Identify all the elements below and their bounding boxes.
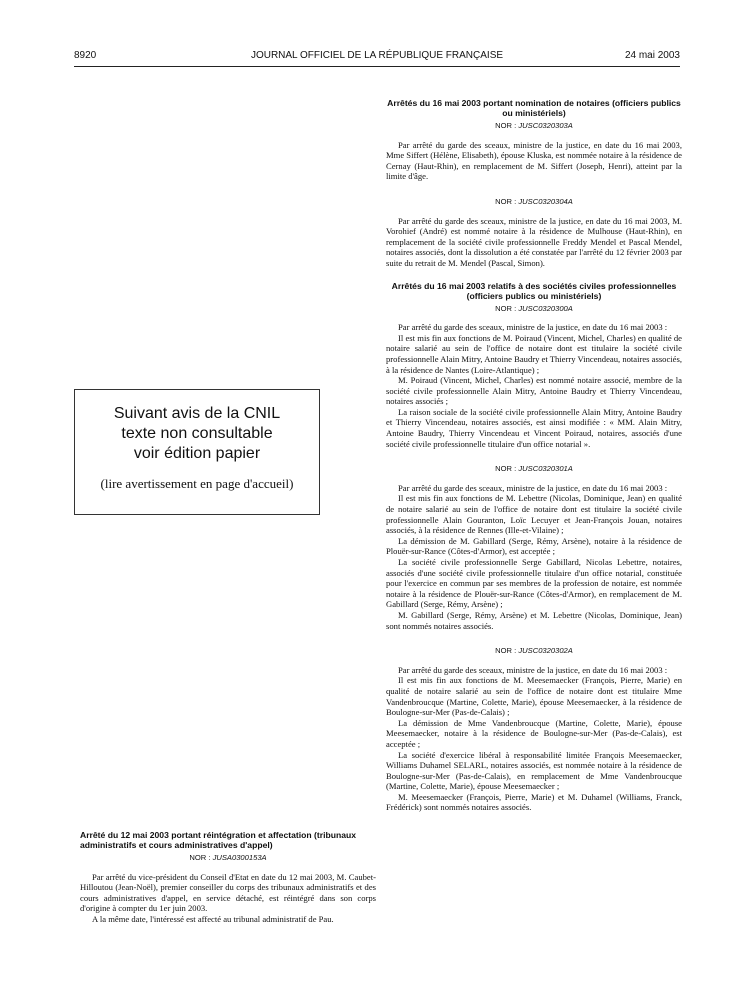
- nor-reference: NOR : JUSC0320303A: [495, 121, 573, 130]
- cnil-line-3: voir édition papier: [133, 445, 261, 462]
- nor-reference: NOR : JUSC0320302A: [495, 646, 573, 656]
- paragraph: Par arrêté du vice-président du Conseil d'Etat en date du 12 mai 2003, M. Caubet-Hilloutou (Jean-Noël), premier conseiller du corps des tribunaux administratifs et des cours administratives d'appel, en service détaché, est réintégré dans son corps d'origine à compter du 1er juin 2003.: [80, 871, 376, 914]
- nor-reference: NOR : JUSC0320304A: [495, 196, 573, 206]
- paragraph: A la même date, l'intéressé est affecté au tribunal administratif de Pau.: [92, 913, 334, 924]
- cnil-line-2: texte non consultable: [121, 425, 273, 442]
- paragraph: Par arrêté du garde des sceaux, ministre de la justice, en date du 16 mai 2003, M. Vorohief (André) est nommé notaire à la résidence de Mulhouse (Haut-Rhin), en remplacement de la société civile professionnelle Freddy Mendel et Pascal Mendel, notaires associés, dont la dissolution a été constatée par l'arrêté du 12 février 2003 par suite du retrait de M. Mendel (Pascal, Simon).: [386, 215, 682, 268]
- article-heading: Arrêté du 12 mai 2003 portant réintégration et affectation (tribunaux administratifs et cours administratives d'appel): [80, 830, 357, 850]
- issue-date: 24 mai 2003: [624, 50, 680, 61]
- paragraph: Il est mis fin aux fonctions de M. Meesemaecker (François, Pierre, Marie) en qualité de notaire salarié au sein de l'office de notaire dont est titulaire Mme Vandenbroucque (Martine, Colette, Marie), épouse Meesemaecker, à la résidence de Boulogne-sur-Mer (Pas-de-Calais) ;: [386, 675, 682, 718]
- page-header: [74, 50, 680, 64]
- paragraph: La démission de M. Gabillard (Serge, Rémy, Arsène), notaire à la résidence de Plouër-sur-Rance (Côtes-d'Armor), est acceptée ;: [386, 535, 682, 557]
- paragraph: Par arrêté du garde des sceaux, ministre de la justice, en date du 16 mai 2003, Mme Siffert (Hélène, Elisabeth), épouse Kluska, est nommée notaire à la résidence de Cernay (Haut-Rhin), en remplacement de M. Siffert (Joseph, Henri), atteint par la limite d'âge.: [386, 139, 682, 182]
- paragraph: M. Gabillard (Serge, Rémy, Arsène) et M. Lebettre (Nicolas, Dominique, Jean) sont nommés notaires associés.: [386, 609, 682, 631]
- cnil-line-1: Suivant avis de la CNIL: [113, 405, 281, 422]
- paragraph: La société civile professionnelle Serge Gabillard, Nicolas Lebettre, notaires, associés d'une société civile professionnelle titulaire d'un office notarial, constituée pour l'exercice en commun par ses membres de la profession de notaire, est nommée notaire à la résidence de Plouër-sur-Rance (Côtes-d'Armor), en remplacement de M. Gabillard (Serge, Rémy, Arsène) ;: [386, 557, 682, 610]
- paragraph: La démission de Mme Vandenbroucque (Martine, Colette, Marie), épouse Meesemaecker, notaire à la résidence de Boulogne-sur-Mer (Pas-de-Calais), est acceptée ;: [386, 717, 682, 749]
- article-heading: Arrêtés du 16 mai 2003 relatifs à des sociétés civiles professionnelles (officiers publics ou ministériels): [391, 280, 677, 301]
- page-number: 8920: [74, 50, 97, 61]
- nor-reference: NOR : JUSA0300153A: [189, 853, 267, 862]
- paragraph: Il est mis fin aux fonctions de M. Lebettre (Nicolas, Dominique, Jean) en qualité de notaire salarié au sein de l'office de notaire dont est titulaire la société civile professionnelle Alain Gouranton, Loïc Lecuyer et Jean-François Jouan, notaires associés, à la résidence de Rennes (Ille-et-Vilaine) ;: [386, 493, 682, 536]
- header-rule: [74, 66, 680, 67]
- paragraph: M. Meesemaecker (François, Pierre, Marie) et M. Duhamel (Williams, Franck, Frédérick) sont nommés notaires associés.: [386, 791, 682, 813]
- paragraph: La société d'exercice libéral à responsabilité limitée François Meesemaecker, Williams Duhamel SELARL, notaires associés, est nommée notaire à la résidence de Boulogne-sur-Mer (Pas-de-Calais), en remplacement de Mme Vandenbroucque (Martine, Colette, Marie), épouse Meesemaecker ;: [386, 749, 682, 792]
- paragraph: Par arrêté du garde des sceaux, ministre de la justice, en date du 16 mai 2003 :: [398, 322, 668, 333]
- paragraph: Par arrêté du garde des sceaux, ministre de la justice, en date du 16 mai 2003 :: [398, 482, 668, 493]
- paragraph: Il est mis fin aux fonctions de M. Poiraud (Vincent, Michel, Charles) en qualité de notaire salarié au sein de l'office de notaire dont est titulaire la société civile professionnelle Alain Mitry, Antoine Baudry et Thierry Vincendeau, notaires associés, à la résidence de Nantes (Loire-Atlantique) ;: [386, 332, 682, 375]
- paragraph: Par arrêté du garde des sceaux, ministre de la justice, en date du 16 mai 2003 :: [398, 664, 668, 675]
- cnil-line-4: (lire avertissement en page d'accueil): [100, 476, 294, 491]
- cnil-notice-box: [74, 389, 320, 515]
- nor-reference: NOR : JUSC0320300A: [495, 303, 573, 313]
- paragraph: La raison sociale de la société civile professionnelle Alain Mitry, Antoine Baudry et Thierry Vincendeau, notaires associés, est ainsi modifiée : « MM. Alain Mitry, Antoine Baudry, Thierry Vincendeau et Vincent Poiraud, notaires, associés d'une société civile professionnelle titulaire d'un office notarial ».: [386, 406, 682, 449]
- journal-title: JOURNAL OFFICIEL DE LA RÉPUBLIQUE FRANÇAISE: [250, 50, 504, 61]
- paragraph: M. Poiraud (Vincent, Michel, Charles) est nommé notaire associé, membre de la société civile professionnelle Alain Mitry, Antoine Baudry et Thierry Vincendeau, notaires associés ;: [386, 375, 682, 407]
- article-heading: Arrêtés du 16 mai 2003 portant nomination de notaires (officiers publics ou ministériels): [387, 98, 681, 118]
- nor-reference: NOR : JUSC0320301A: [495, 464, 573, 474]
- right-column: [386, 98, 682, 813]
- left-column: [80, 830, 376, 925]
